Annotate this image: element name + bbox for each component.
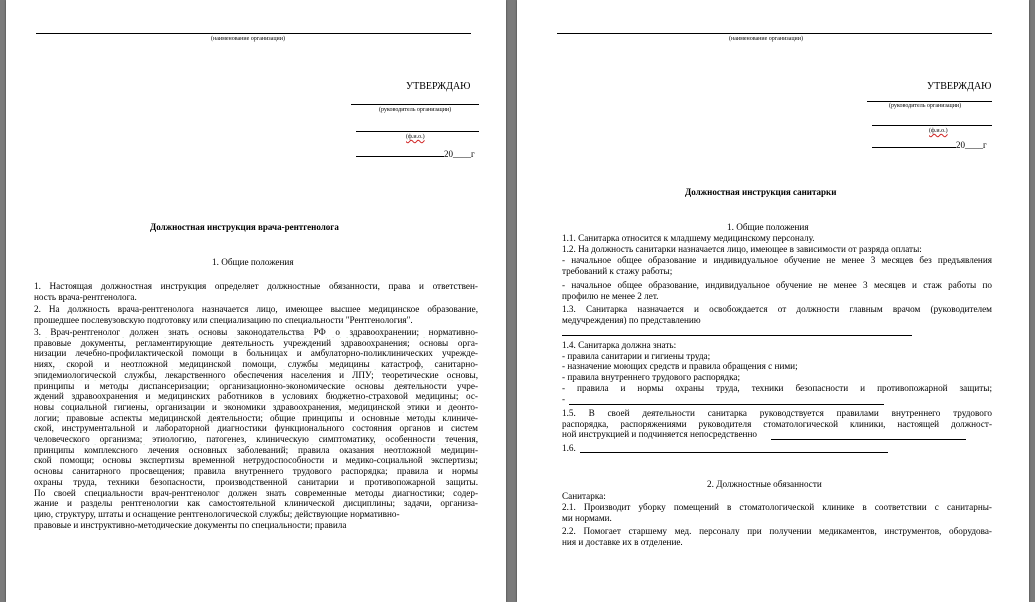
text-line: 2. На должность врача-рентгенолога назначается лицо, имеющее высшее медицинское образование,	[34, 304, 478, 314]
document-page-left	[6, 0, 506, 602]
text-line: правовые и инструктивно-методические документы по специальности; правила	[34, 519, 347, 530]
text-line: охраны труда, техники безопасности, производственной санитарии и противопожарной защиты.	[34, 476, 478, 487]
fill-in-line	[580, 452, 888, 453]
text-line: ми нормами.	[562, 512, 612, 523]
document-page-right	[517, 0, 1029, 602]
text-line: ной инструкцией и подчиняется непосредственно	[562, 429, 757, 440]
org-name-caption: (наименование организации)	[729, 36, 803, 42]
section-heading-general: 1. Общие положения	[212, 257, 294, 267]
paragraph-1-4	[562, 340, 992, 404]
text-line: ность врача-рентгенолога.	[34, 291, 137, 302]
text-line: Санитарка:	[562, 491, 606, 501]
text-line: эпидемиологической службы, лекарственного обеспечения населения и ЛПУ; теоретические основы,	[34, 369, 478, 380]
paragraph-3	[34, 327, 478, 530]
paragraph-2	[34, 304, 478, 325]
list-item: - правила внутреннего трудового распорядка;	[562, 372, 741, 383]
text-line: правовые документы, регламентирующие деятельность учреждений здравоохранения; основы орга-	[34, 337, 478, 348]
paragraph-1-5	[562, 408, 992, 440]
date-field	[872, 140, 987, 150]
date-label: 20____г	[444, 149, 475, 159]
text-line: цию, структуру, штаты и оснащение рентгенологической службы; действующие нормативно-	[34, 508, 400, 519]
text-line: 1. Настоящая должностная инструкция определяет должностные обязанности, права и ответствен-	[34, 281, 478, 291]
fill-in-line	[569, 404, 884, 405]
paragraph-1-1	[562, 233, 992, 254]
fio-line	[872, 125, 992, 126]
fio-caption: (ф.и.о.)	[929, 128, 948, 134]
head-signature-line	[867, 101, 992, 102]
text-line: 1.5. В своей деятельности санитарка руководствуется правилами внутреннего трудового	[562, 408, 992, 418]
text-line: 1.6.	[562, 443, 576, 453]
text-line: ниях, скорой и неотложной медицинской помощи, службы медицины катастроф, санитарно-	[34, 359, 478, 370]
text-line: 1.4. Санитарка должна знать:	[562, 340, 677, 350]
text-line: принципы комплексного лечения основных заболеваний; правила оказания неотложной медицин-	[34, 444, 478, 455]
approve-label: УТВЕРЖДАЮ	[927, 81, 992, 92]
head-caption: (руководитель организации)	[379, 107, 452, 113]
text-line: медучреждения) по представлению	[562, 314, 701, 325]
text-line: 1.1. Санитарка относится к младшему медицинскому персоналу.	[562, 233, 815, 243]
text-line: ской, инструментальной и лабораторной диагностики функционального состояния органов и систем	[34, 423, 478, 434]
document-title: Должностная инструкция санитарки	[685, 187, 837, 197]
text-line: ния и доставке их в отделение.	[562, 536, 683, 547]
text-line: профилю не менее 2 лет.	[562, 290, 659, 301]
text-line: распорядка, распоряжениями руководителя стоматологической клиники, настоящей должност-	[562, 418, 992, 429]
text-line: - начальное общее образование и индивидуальное обучение не менее 3 месяцев без предъявления	[562, 255, 992, 265]
text-line: 1.2. На должность санитарки назначается лицо, имеющее в зависимости от разряда оплаты:	[562, 243, 922, 254]
list-item: - правила санитарии и гигиены труда;	[562, 350, 711, 361]
text-line: требований к стажу работы;	[562, 265, 673, 276]
head-caption: (руководитель организации)	[889, 103, 962, 109]
paragraph-2-1	[562, 502, 992, 523]
org-name-line	[36, 33, 471, 34]
text-line: основы санитарного просвещения; правила внутреннего трудового распорядка; правила и нормы	[34, 466, 478, 477]
head-signature-line	[351, 104, 479, 105]
paragraph-1	[34, 281, 478, 302]
text-line: логии; правовые аспекты медицинской деятельности; общие принципы и основные методы клиниче-	[34, 412, 478, 423]
org-name-caption: (наименование организации)	[211, 36, 285, 42]
text-line: - начальное общее образование, индивидуальное обучение не менее 3 месяцев и стаж работы по	[562, 280, 992, 290]
text-line: прошедшее послевузовскую подготовку или специализацию по специальности "Рентгенология".	[34, 314, 413, 325]
text-line: ской помощи; основы экспертизы временной нетрудоспособности и медико-социальной экспертизы;	[34, 455, 478, 466]
text-line: ждений здравоохранения и медицинских работников в условиях бюджетно-страховой медицины; ос-	[34, 391, 478, 402]
fill-in-line	[562, 335, 912, 336]
text-line: По своей специальности врач-рентгенолог должен знать современные методы диагностики; содер-	[34, 487, 478, 498]
paragraph-1-3	[562, 304, 992, 325]
paragraph-2-2	[562, 526, 992, 547]
paragraph-2-intro	[562, 491, 992, 502]
text-line: 2.1. Производит уборку помещений в стоматологической клинике в соответствии с санитарны-	[562, 502, 992, 512]
fio-line	[356, 131, 479, 132]
text-line: 1.3. Санитарка назначается и освобождается от должности главным врачом (руководителем	[562, 304, 992, 314]
text-line: низации лечебно-профилактической помощи в больницах и амбулаторно-поликлинических учрежде-	[34, 348, 478, 359]
paragraph-1-2b	[562, 280, 992, 301]
text-line: жание и разделы рентгенологии как самостоятельной клинической дисциплины; задачи, организа-	[34, 498, 478, 509]
paragraph-1-2a	[562, 255, 992, 276]
text-line: новы социальной гигиены, организации и экономики здравоохранения, медицинской этики и деонто-	[34, 401, 478, 412]
org-name-line	[557, 33, 992, 34]
text-line: 3. Врач-рентгенолог должен знать основы законодательства РФ о здравоохранении; нормативно-	[34, 327, 478, 337]
fill-in-line	[771, 439, 966, 440]
fio-caption: (ф.и.о.)	[406, 134, 425, 140]
section-heading-duties: 2. Должностные обязанности	[707, 479, 822, 489]
list-item: -	[562, 393, 566, 404]
date-field	[356, 149, 475, 159]
text-line: человеческого организма; этиологию, патогенез, клиническую симптоматику, особенности течения,	[34, 434, 478, 445]
document-title: Должностная инструкция врача-рентгенолога	[150, 222, 339, 232]
section-heading-general: 1. Общие положения	[727, 222, 809, 232]
list-item: - правила и нормы охраны труда, техники безопасности и противопожарной защиты;	[562, 382, 992, 393]
text-line: 2.2. Помогает старшему мед. персоналу при получении медикаментов, инструментов, оборудова-	[562, 526, 992, 536]
approve-label: УТВЕРЖДАЮ	[406, 81, 471, 92]
text-line: принципы и методы диспансеризации; организационно-экономические основы деятельности учре-	[34, 380, 478, 391]
date-label: 20____г	[956, 140, 987, 150]
list-item: - назначение моющих средств и правила обращения с ними;	[562, 361, 798, 372]
